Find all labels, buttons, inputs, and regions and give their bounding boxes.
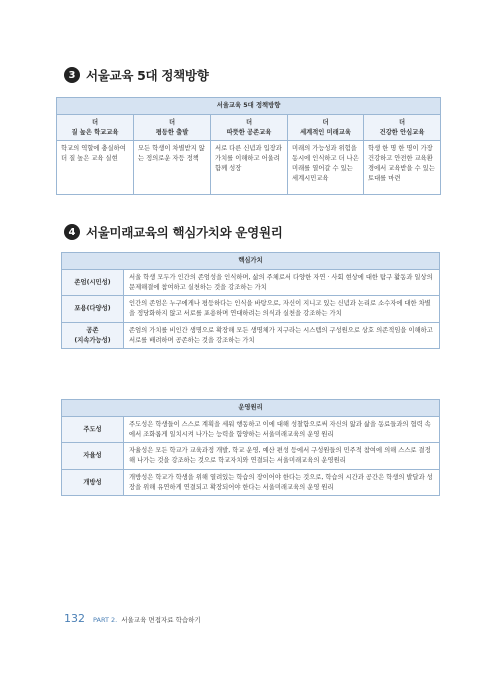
column-header: 더 평등한 출발 xyxy=(134,114,211,141)
column-body: 모든 학생이 차별받지 않는 정의로운 자등 정책 xyxy=(134,141,211,195)
row-label: 존엄(시민성) xyxy=(62,269,124,296)
row-text: 개방성은 학교가 학생을 위해 열려있는 학습의 장이어야 한다는 것으로, 학습의 시간과 공간은 학생의 발달과 성장을 위해 유연하게 연결되고 확장되어야 한다는 서울미래교육의 운영 원리 xyxy=(124,469,440,496)
table-row xyxy=(62,416,440,443)
table-header: 운영원리 xyxy=(62,400,440,417)
table-row xyxy=(62,322,440,349)
page-footer xyxy=(64,612,201,625)
row-label: 개방성 xyxy=(62,469,124,496)
row-label: 자율성 xyxy=(62,443,124,470)
column-body: 학교의 역할에 충실하여 더 질 높은 교육 실현 xyxy=(57,141,134,195)
row-label: 주도성 xyxy=(62,416,124,443)
section-4-heading xyxy=(64,223,283,241)
section-3-heading xyxy=(64,66,208,84)
part-label: PART 2. xyxy=(93,616,118,624)
row-text: 인간의 존엄은 누구에게나 평등하다는 인식을 바탕으로, 자신이 지니고 있는 신념과 논리로 소수자에 대한 차별을 정당화하지 않고 서로를 포용하며 연대하려는 의식과 실천을 강조하는 가치 xyxy=(124,296,440,323)
row-text: 자율성은 모든 학교가 교육과정 개발, 학교 운영, 예산 편성 등에서 구성원들의 민주적 참여에 의해 스스로 결정해 나가는 것을 강조하는 것으로 학교자치와 연결되는 서울미래교육의 운영원리 xyxy=(124,443,440,470)
section-number-badge: 3 xyxy=(64,67,80,83)
row-label: 포용(다양성) xyxy=(62,296,124,323)
section-number-badge: 4 xyxy=(64,224,80,240)
section-title: 서울미래교육의 핵심가치와 운영원리 xyxy=(86,225,283,240)
row-text: 서울 학생 모두가 인간의 존엄성을 인식하며, 삶의 주체로서 다양한 자연 · 사회 현상에 대한 탐구 활동과 일상의 문제해결에 참여하고 실천하는 것을 강조하는 가치 xyxy=(124,269,440,296)
table-row xyxy=(62,443,440,470)
table-header: 서울교육 5대 정책방향 xyxy=(57,98,441,115)
column-body: 서로 다른 신념과 입장과 가치를 이해하고 어울려 함께 성장 xyxy=(211,141,288,195)
policy-directions-table xyxy=(56,97,441,195)
column-header: 더 건강한 안심교육 xyxy=(364,114,441,141)
footer-title: 서울교육 면접자료 학습하기 xyxy=(121,616,201,624)
row-label: 공존 (지속가능성) xyxy=(62,322,124,349)
column-body-row xyxy=(57,141,441,195)
column-header: 더 세계적인 미래교육 xyxy=(288,114,364,141)
section-title: 서울교육 5대 정책방향 xyxy=(86,68,209,83)
operating-principles-table xyxy=(61,399,440,496)
column-header: 더 질 높은 학교교육 xyxy=(57,114,134,141)
column-body: 미래의 가능성과 위험을 동시에 인식하고 더 나은 미래를 열어갈 수 있는 세계시민교육 xyxy=(288,141,364,195)
column-body: 학생 한 명 한 명이 가장 건강하고 안전한 교육환경에서 교육받을 수 있는 토대를 마련 xyxy=(364,141,441,195)
table-row xyxy=(62,296,440,323)
row-text: 주도성은 학생들이 스스로 계획을 세워 행동하고 이에 대해 성찰함으로써 자신의 앎과 삶을 동료들과의 협력 속에서 조화롭게 일치시켜 나가는 능력을 함양하는 서울미래교육의 운영 원리 xyxy=(124,416,440,443)
core-values-table xyxy=(61,252,440,349)
column-headers-row xyxy=(57,114,441,141)
table-row xyxy=(62,269,440,296)
column-header: 더 따뜻한 공존교육 xyxy=(211,114,288,141)
table-header: 핵심가치 xyxy=(62,253,440,270)
row-text: 존엄의 가치를 비인간 생명으로 확장해 모든 생명체가 지구라는 시스템의 구성원으로 상호 의존적임을 이해하고 서로를 배려하며 공존하는 것을 강조하는 가치 xyxy=(124,322,440,349)
table-row xyxy=(62,469,440,496)
page-number: 132 xyxy=(64,612,85,625)
